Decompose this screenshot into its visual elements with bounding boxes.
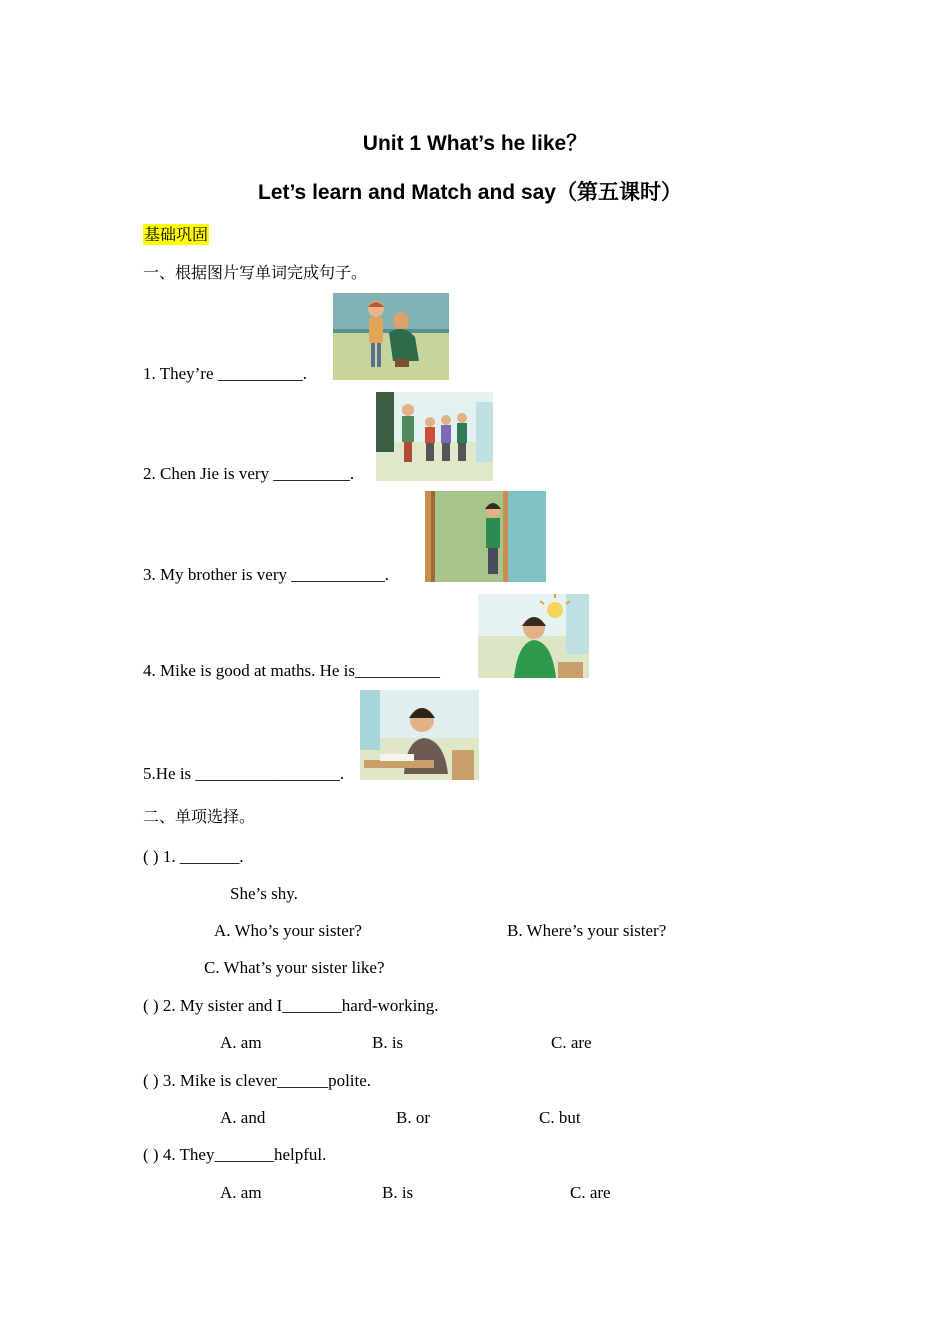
page-title: Unit 1 What’s he like？: [362, 132, 588, 155]
boy-studying-icon: [360, 690, 479, 780]
children-lineup-icon: [376, 392, 493, 481]
question-2-option-a: A. am: [220, 1033, 262, 1052]
question-2-option-c: C. are: [551, 1033, 592, 1052]
question-3-option-b: B. or: [396, 1108, 430, 1127]
fill-item-1: 1. They’re __________.: [143, 364, 307, 383]
boy-doorway-icon: [425, 491, 546, 582]
section-tag: [143, 222, 209, 245]
question-1-option-a: A. Who’s your sister?: [214, 921, 362, 940]
question-1-stem: ( ) 1. _______.: [143, 847, 244, 866]
section2-heading: 二、单项选择。: [143, 807, 256, 826]
section-tag-label: 基础巩固: [144, 225, 209, 244]
question-4-option-a: A. am: [220, 1183, 262, 1202]
fill-item-5: 5.He is _________________.: [143, 764, 345, 783]
kids-helping-icon: [333, 293, 449, 380]
section1-heading: 一、根据图片写单词完成句子。: [143, 263, 368, 282]
question-1-sub: She’s shy.: [230, 884, 298, 903]
question-1-option-b: B. Where’s your sister?: [507, 921, 667, 940]
question-1-option-c: C. What’s your sister like?: [204, 958, 385, 977]
question-3-option-a: A. and: [220, 1108, 266, 1127]
fill-item-2: 2. Chen Jie is very _________.: [143, 464, 355, 483]
fill-item-4: 4. Mike is good at maths. He is__________: [143, 661, 441, 680]
question-4-option-b: B. is: [382, 1183, 414, 1202]
lesson-subtitle: Let’s learn and Match and say（第五课时）: [258, 181, 682, 204]
question-4-option-c: C. are: [570, 1183, 611, 1202]
question-3-stem: ( ) 3. Mike is clever______polite.: [143, 1071, 372, 1090]
question-2-option-b: B. is: [372, 1033, 404, 1052]
question-4-stem: ( ) 4. They_______helpful.: [143, 1145, 327, 1164]
question-2-stem: ( ) 2. My sister and I_______hard-working.: [143, 996, 439, 1015]
question-3-option-c: C. but: [539, 1108, 581, 1127]
fill-item-3: 3. My brother is very ___________.: [143, 565, 390, 584]
boy-idea-icon: [478, 594, 589, 678]
